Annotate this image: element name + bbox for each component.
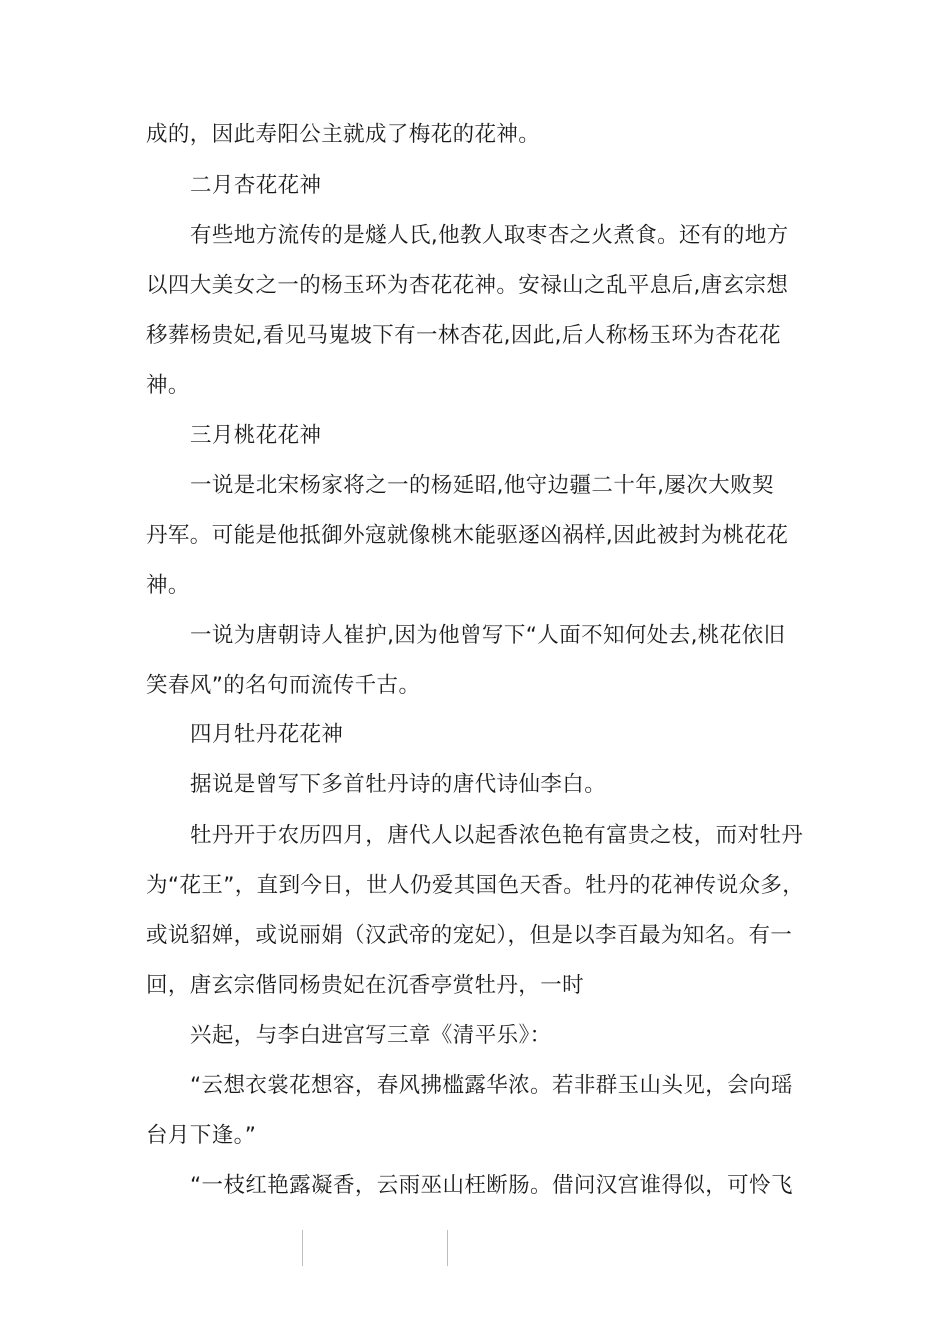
paragraph-line: 神。	[146, 573, 190, 598]
paragraph-line: 笑春风”的名句而流传千古。	[146, 673, 421, 698]
section-heading-apricot: 二月杏花花神	[190, 173, 322, 198]
paragraph-line: 有些地方流传的是燧人氏,他教人取枣杏之火煮食。还有的地方	[190, 223, 789, 248]
poem-line: 台月下逢。”	[146, 1123, 257, 1148]
footer-divider-left	[302, 1230, 303, 1266]
paragraph-line: 为“花王”，直到今日，世人仍爱其国色天香。牡丹的花神传说众多，	[146, 873, 805, 898]
poem-line: “云想衣裳花想容，春风拂槛露华浓。若非群玉山头见，会向瑶	[190, 1073, 793, 1098]
paragraph-line: 以四大美女之一的杨玉环为杏花花神。安禄山之乱平息后,唐玄宗想	[146, 273, 789, 298]
paragraph-line: 据说是曾写下多首牡丹诗的唐代诗仙李白。	[190, 772, 607, 797]
paragraph-line: 回，唐玄宗偕同杨贵妃在沉香亭赏牡丹，一时	[146, 973, 585, 998]
footer-divider-right	[447, 1230, 448, 1266]
paragraph-line: 神。	[146, 373, 190, 398]
paragraph-line: 成的，因此寿阳公主就成了梅花的花神。	[146, 122, 541, 147]
section-heading-peach: 三月桃花花神	[190, 423, 322, 448]
paragraph-line: 一说为唐朝诗人崔护,因为他曾写下“人面不知何处去,桃花依旧	[190, 623, 786, 648]
paragraph-line: 或说貂婵，或说丽娟（汉武帝的宠妃），但是以李百最为知名。有一	[146, 923, 793, 948]
paragraph-line: 移葬杨贵妃,看见马嵬坡下有一林杏花,因此,后人称杨玉环为杏花花	[146, 323, 781, 348]
paragraph-line: 兴起，与李白进宫写三章《清平乐》：	[190, 1023, 552, 1048]
paragraph-line: 一说是北宋杨家将之一的杨延昭,他守边疆二十年,屡次大败契	[190, 473, 774, 498]
poem-line: “一枝红艳露凝香，云雨巫山枉断肠。借问汉宫谁得似，可怜飞	[190, 1173, 793, 1198]
section-heading-peony: 四月牡丹花花神	[190, 722, 344, 747]
paragraph-line: 牡丹开于农历四月，唐代人以起香浓色艳有富贵之枝，而对牡丹	[190, 823, 804, 848]
paragraph-line: 丹军。可能是他抵御外寇就像桃木能驱逐凶祸样,因此被封为桃花花	[146, 523, 789, 548]
